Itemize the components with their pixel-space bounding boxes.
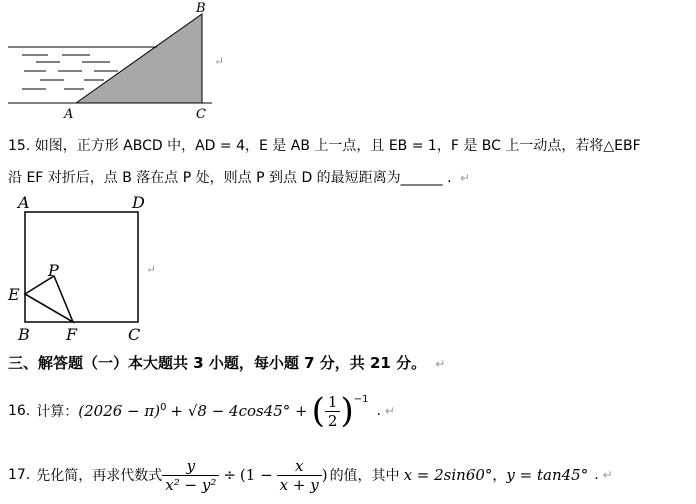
q17-number: 17. xyxy=(8,467,31,483)
q17-div: ÷ xyxy=(223,466,236,484)
label-A: A xyxy=(64,107,74,122)
label-D: D xyxy=(132,193,145,212)
label-B: B xyxy=(18,325,30,344)
slope-figure xyxy=(0,0,230,125)
label-C: C xyxy=(196,107,206,122)
q15-text-line2: 沿 EF 对折后，点 B 落在点 P 处，则点 P 到点 D 的最短距离为______ . xyxy=(8,170,452,186)
q16-exp0: 0 xyxy=(160,401,167,413)
return-mark: ↵ xyxy=(460,171,471,185)
q16-expr-part1: (2026 − π) xyxy=(78,402,161,420)
q17-frac2-num: x xyxy=(294,456,304,475)
q16 xyxy=(8,386,395,436)
q17-cond2: y = tan45° xyxy=(506,466,589,484)
q16-end: . xyxy=(376,403,381,419)
q17-frac1-den: x² − y² xyxy=(162,475,219,494)
return-mark: ↵ xyxy=(384,404,395,418)
q15-text-line1: 如图，正方形 ABCD 中，AD = 4，E 是 AB 上一点，且 EB = 1，F 是 BC 上一动点，若将△EBF xyxy=(34,138,641,154)
square-figure xyxy=(0,190,170,350)
return-mark: ↵ xyxy=(602,468,613,482)
q16-paren-open: ( xyxy=(311,391,325,431)
label-P: P xyxy=(48,261,59,280)
q17 xyxy=(8,450,613,500)
q16-frac-den: 2 xyxy=(325,411,341,430)
q16-expr-part2: + √8 − 4cos45° + xyxy=(170,402,308,420)
q17-paren-close: ) xyxy=(321,466,328,484)
q16-exp-neg1: −1 xyxy=(353,393,369,405)
q17-paren-open: (1 − xyxy=(239,466,273,484)
q16-fraction xyxy=(325,393,341,430)
q17-prefix: 先化简，再求代数式 xyxy=(36,468,163,484)
q15-line2 xyxy=(8,167,470,187)
q17-end: . xyxy=(594,467,599,483)
q17-suffix: 的值，其中 xyxy=(329,468,400,484)
label-B: B xyxy=(196,1,206,16)
square-ABCD xyxy=(25,212,138,322)
q16-prefix: 计算： xyxy=(36,404,79,420)
label-A: A xyxy=(18,193,30,212)
label-E: E xyxy=(8,285,20,304)
section3-title: 三、解答题（一）本大题共 3 小题，每小题 7 分，共 21 分。 ↵ xyxy=(8,354,446,372)
fold-line-EF xyxy=(25,294,73,322)
q16-paren-close: ) xyxy=(340,391,354,431)
q17-comma: ， xyxy=(492,468,507,484)
return-mark: ↵ xyxy=(435,357,446,371)
return-mark: ↵ xyxy=(146,262,157,276)
q16-number: 16. xyxy=(8,403,31,419)
q17-fraction1 xyxy=(162,457,219,494)
q15-line1 xyxy=(8,135,641,155)
label-C: C xyxy=(128,325,141,344)
return-mark: ↵ xyxy=(214,54,225,68)
q17-cond1: x = 2sin60° xyxy=(403,466,493,484)
q17-frac2-den: x + y xyxy=(277,475,322,494)
shaded-triangle xyxy=(76,14,202,103)
q16-frac-num: 1 xyxy=(327,392,338,411)
q17-frac1-num: y xyxy=(186,456,196,475)
q17-fraction2 xyxy=(277,457,322,494)
q15-number: 15. xyxy=(8,138,31,154)
label-F: F xyxy=(66,325,78,344)
